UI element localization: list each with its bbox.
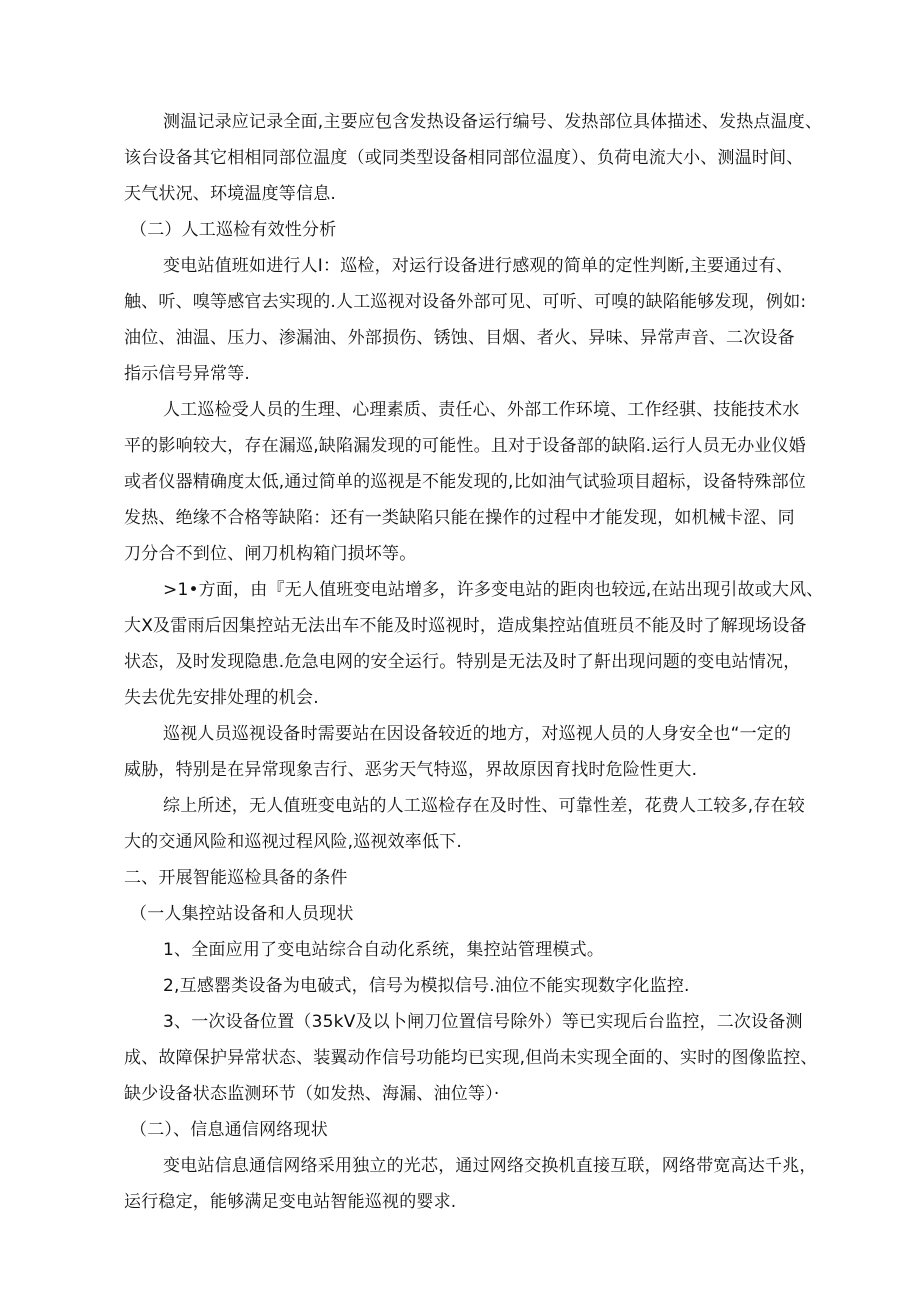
paragraph-human-factors-line-3: 或者仪器精确度太低,通过简单的巡视是不能发现的,比如油气试验项目超标，设备特殊部位 (124, 472, 807, 492)
paragraph-manual-inspection-line-3: 油位、油温、压力、渗漏油、外部损伤、锈蚀、目烟、者火、异味、异常声音、二次设备 (124, 328, 795, 348)
list-item-1: 1、全面应用了变电站综合自动化系统，集控站管理模式。 (163, 940, 605, 960)
heading-section-2: 二、开展智能巡检具备的条件 (124, 868, 348, 888)
paragraph-manual-inspection-line-2: 触、听、嗅等感官去实现的.人工巡视对设备外部可见、可听、可嗅的缺陷能够发现，例如: (124, 292, 807, 312)
paragraph-network-line-2: 运行稳定，能够满足变电站智能巡视的婴求. (124, 1192, 457, 1212)
paragraph-summary-line-1: 综上所述，无人值班变电站的人工巡检存在及时性、可靠性差，花费人工较多,存在较 (163, 796, 806, 816)
heading-manual-inspection: （二）人工巡检有效性分析 (130, 220, 337, 240)
list-item-3-line-2: 成、故障保护异常状态、装翼动作信号功能均已实现,但尚未实现全面的、实时的图像监控、 (124, 1048, 818, 1068)
paragraph-manual-inspection-line-1: 变电站值班如进行人I：巡检，对运行设备进行感观的简单的定性判断,主要通过有、 (163, 256, 794, 276)
paragraph-temperature-record-line-3: 天气状况、环境温度等信息. (124, 184, 337, 204)
list-item-3-line-1: 3、一次设备位置（35kV及以卜闸刀位置信号除外）等已实现后台监控，二次设备测 (163, 1012, 803, 1032)
list-item-2: 2,互感罂类设备为电破式，信号为模拟信号.油位不能实现数字化监控. (163, 976, 690, 996)
paragraph-unmanned-stations-line-1: >1•方面，由『无人值班变电站增多，许多变电站的距肉也较远,在站出现引故或大风、 (163, 580, 824, 600)
list-item-3-line-3: 缺少设备状态监测环节（如发热、海漏、油位等）· (124, 1084, 500, 1104)
paragraph-inspector-safety-line-2: 威胁，特别是在异常现象吉行、恶劣天气特巡，界故原因育找时危险性更大. (124, 760, 698, 780)
paragraph-unmanned-stations-line-2: 大X及雷雨后因集控站无法出车不能及时巡视时，造成集控站值班员不能及时了解现场设备 (124, 616, 807, 636)
paragraph-unmanned-stations-line-3: 状态，及时发现隐患.危急电网的安全运行。特别是无法及时了鼾出现问题的变电站情况， (124, 652, 801, 672)
heading-control-station-status: （一人集控站设备和人员现状 (130, 904, 354, 924)
paragraph-summary-line-2: 大的交通风险和巡视过程风险,巡视效率低下. (124, 832, 463, 852)
paragraph-human-factors-line-5: 刀分合不到位、闸刀机构箱门损坏等。 (124, 544, 417, 564)
paragraph-human-factors-line-2: 平的影响较大，存在漏巡,缺陷漏发现的可能性。且对于设备部的缺陷.运行人员无办业仪婚 (124, 436, 807, 456)
paragraph-network-line-1: 变电站信息通信网络采用独立的光芯，通过网络交换机直接互联，网络带宽高达千兆， (163, 1156, 817, 1176)
paragraph-human-factors-line-1: 人工巡检受人员的生理、心理素质、责任心、外部工作环境、工作经骐、技能技术水 (163, 400, 800, 420)
paragraph-inspector-safety-line-1: 巡视人员巡视设备时需要站在因设备较近的地方，对巡视人员的人身安全也“一定的 (163, 724, 792, 744)
paragraph-manual-inspection-line-4: 指示信号异常等. (124, 364, 251, 384)
paragraph-temperature-record-line-2: 该台设备其它相相同部位温度（或同类型设备相同部位温度）、负荷电流大小、测温时间、 (124, 148, 804, 168)
heading-network-status: （二）、信息通信网络现状 (130, 1120, 328, 1140)
paragraph-unmanned-stations-line-4: 失去优先安排处理的机会. (124, 688, 319, 708)
paragraph-temperature-record-line-1: 测温记录应记录全面,主要应包含发热设备运行编号、发热部位具体描述、发热点温度、 (163, 112, 823, 132)
paragraph-human-factors-line-4: 发热、绝缘不合格等缺陷：还有一类缺陷只能在操作的过程中才能发现，如机械卡涩、同 (124, 508, 795, 528)
